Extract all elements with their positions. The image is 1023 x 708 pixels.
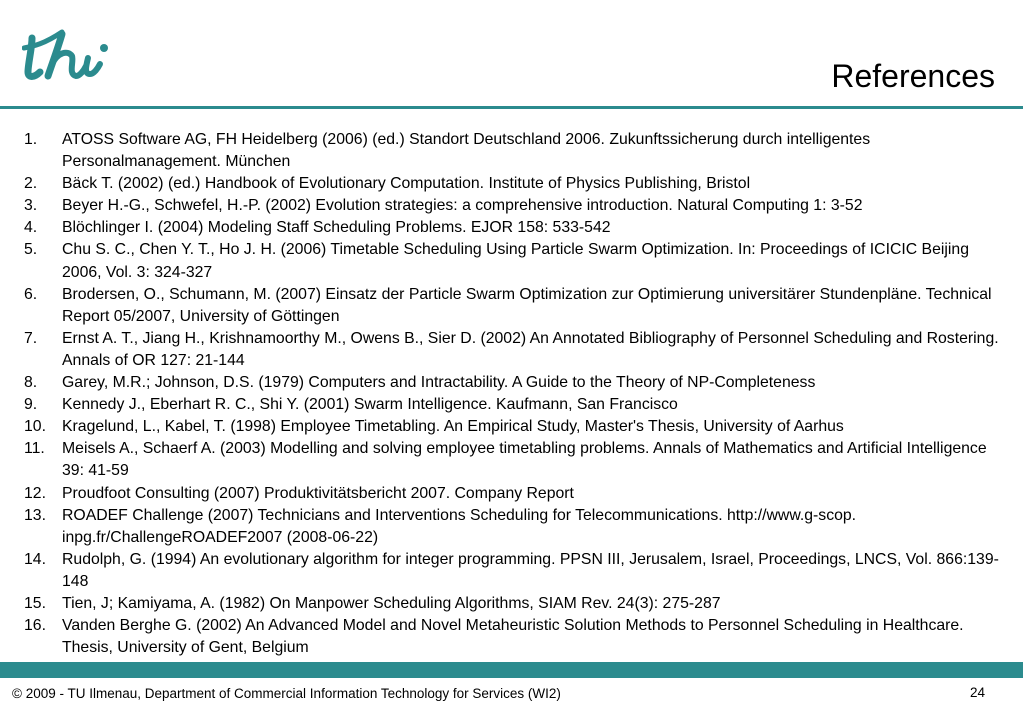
reference-number: 11. <box>24 440 45 458</box>
reference-number: 13. <box>24 506 46 524</box>
reference-item <box>24 394 999 416</box>
reference-text: Kennedy J., Eberhart R. C., Shi Y. (2001) Swarm Intelligence. Kaufmann, San Francisco <box>62 396 678 414</box>
reference-item <box>24 438 999 482</box>
reference-number: 8. <box>24 374 38 392</box>
header-divider <box>0 104 1023 118</box>
reference-item <box>24 505 999 549</box>
reference-number: 12. <box>24 484 46 502</box>
reference-number: 4. <box>24 219 38 237</box>
reference-item <box>24 549 999 593</box>
reference-number: 7. <box>24 329 38 347</box>
reference-item <box>24 173 999 195</box>
footer-band <box>0 662 1023 678</box>
reference-item <box>24 593 999 615</box>
reference-number: 2. <box>24 175 38 193</box>
reference-text: Rudolph, G. (1994) An evolutionary algorithm for integer programming. PPSN III, Jerusalem, Israel, Proceedings, LNCS, Vol. 866:139-148 <box>62 550 999 590</box>
reference-item <box>24 372 999 394</box>
reference-text: ROADEF Challenge (2007) Technicians and Interventions Scheduling for Telecommunications. http://www.g-scop. inpg.fr/ChallengeROADEF2007 (2008-06-22) <box>62 506 857 546</box>
tu-ilmenau-logo <box>22 26 118 86</box>
reference-text: Chu S. C., Chen Y. T., Ho J. H. (2006) Timetable Scheduling Using Particle Swarm Optimization. In: Proceedings of ICICIC Beijing 2006, Vol. 3: 324-327 <box>62 241 969 281</box>
reference-item <box>24 416 999 438</box>
reference-number: 6. <box>24 285 38 303</box>
page-title: References <box>831 58 995 94</box>
reference-item <box>24 195 999 217</box>
reference-number: 16. <box>24 617 46 635</box>
reference-item <box>24 483 999 505</box>
reference-text: Brodersen, O., Schumann, M. (2007) Einsatz der Particle Swarm Optimization zur Optimierung universitärer Stundenpläne. Technical Report 05/2007, University of Göttingen <box>62 285 992 325</box>
reference-text: Proudfoot Consulting (2007) Produktivitätsbericht 2007. Company Report <box>62 484 574 502</box>
reference-text: Kragelund, L., Kabel, T. (1998) Employee Timetabling. An Empirical Study, Master's Thesis, University of Aarhus <box>62 418 844 436</box>
reference-number: 1. <box>24 131 38 148</box>
reference-number: 9. <box>24 396 38 414</box>
reference-text: Vanden Berghe G. (2002) An Advanced Model and Novel Metaheuristic Solution Methods to Personnel Scheduling in Healthcare. Thesis, University of Gent, Belgium <box>62 617 964 657</box>
reference-text: ATOSS Software AG, FH Heidelberg (2006) (ed.) Standort Deutschland 2006. Zukunftssicherung durch intelligentes Personalmanagement. München <box>62 131 871 171</box>
reference-text: Tien, J; Kamiyama, A. (1982) On Manpower Scheduling Algorithms, SIAM Rev. 24(3): 275-287 <box>62 594 721 612</box>
reference-item <box>24 615 999 659</box>
reference-list <box>24 129 999 659</box>
page-number: 24 <box>969 685 985 700</box>
reference-text: Beyer H.-G., Schwefel, H.-P. (2002) Evolution strategies: a comprehensive introduction. Natural Computing 1: 3-52 <box>62 197 863 215</box>
footer-copyright: © 2009 - TU Ilmenau, Department of Commercial Information Technology for Services (WI2) <box>12 686 561 701</box>
reference-number: 15. <box>24 594 46 612</box>
reference-item <box>24 328 999 372</box>
header-divider-line <box>0 106 1023 109</box>
reference-number: 3. <box>24 197 38 215</box>
reference-item <box>24 129 999 173</box>
reference-item <box>24 284 999 328</box>
reference-text: Ernst A. T., Jiang H., Krishnamoorthy M., Owens B., Sier D. (2002) An Annotated Bibliography of Personnel Scheduling and Rostering. Annals of OR 127: 21-144 <box>62 329 999 369</box>
reference-text: Garey, M.R.; Johnson, D.S. (1979) Computers and Intractability. A Guide to the Theory of NP-Completeness <box>62 374 816 392</box>
reference-number: 10. <box>24 418 46 436</box>
reference-text: Blöchlinger I. (2004) Modeling Staff Scheduling Problems. EJOR 158: 533-542 <box>62 219 611 237</box>
reference-item <box>24 217 999 239</box>
reference-text: Bäck T. (2002) (ed.) Handbook of Evolutionary Computation. Institute of Physics Publishing, Bristol <box>62 175 751 193</box>
reference-text: Meisels A., Schaerf A. (2003) Modelling and solving employee timetabling problems. Annals of Mathematics and Artificial Intelligence 39: 41-59 <box>62 440 987 480</box>
reference-number: 5. <box>24 241 38 259</box>
reference-number: 14. <box>24 550 46 568</box>
reference-item <box>24 239 999 283</box>
